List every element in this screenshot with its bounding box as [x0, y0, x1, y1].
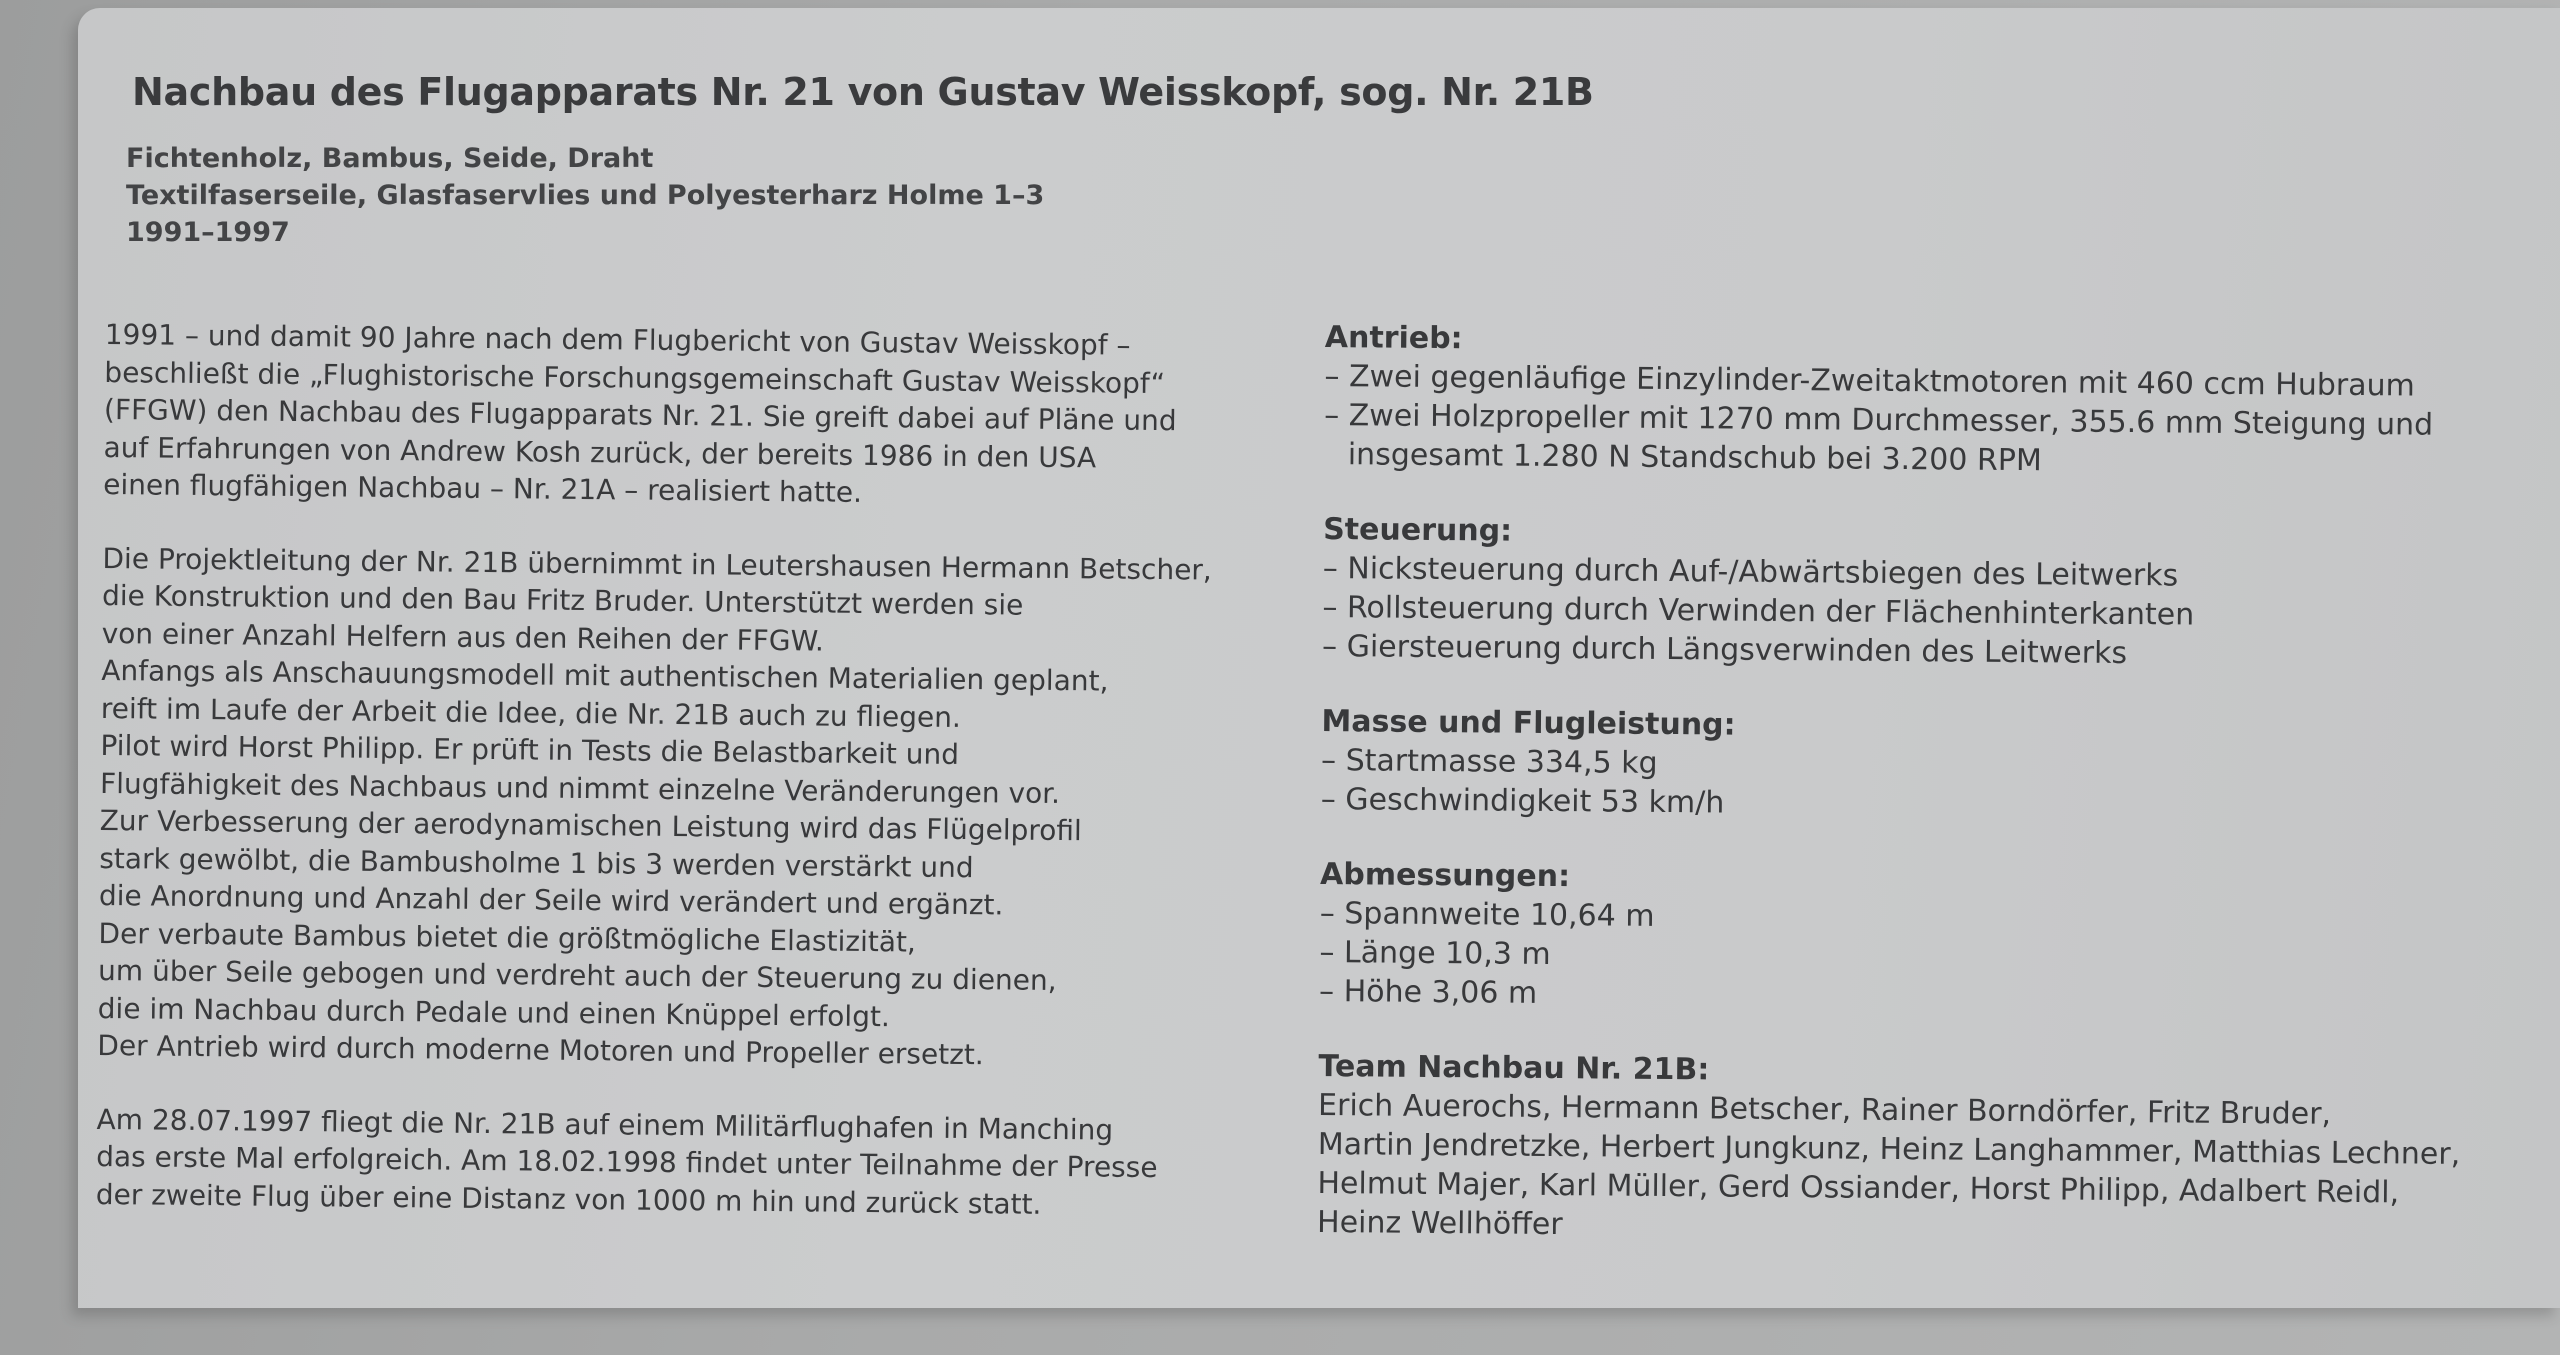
spec-item: – Zwei gegenläufige Einzylinder-Zweitaktmotoren mit 460 ccm Hubraum [1324, 358, 2415, 404]
exhibit-materials [126, 140, 1044, 251]
section-team [1317, 1047, 2461, 1252]
history-paragraph [97, 539, 1212, 1076]
materials-line: Textilfaserseile, Glasfaservlies und Polyesterharz Holme 1–3 [126, 180, 1045, 211]
section-heading: Masse und Flugleistung: [1321, 703, 1736, 743]
text-line: von einer Anzahl Helfern aus den Reihen der FFGW. [101, 616, 825, 658]
text-line: die im Nachbau durch Pedale und einen Knüppel erfolgt. [97, 991, 891, 1033]
team-line: Heinz Wellhöffer [1316, 1204, 1563, 1243]
section-antrieb [1324, 318, 2468, 484]
text-line: die Konstruktion und den Bau Fritz Bruder. Unterstützt werden sie [101, 578, 1024, 622]
spec-item: – Höhe 3,06 m [1318, 973, 1538, 1011]
text-line: Die Projektleitung der Nr. 21B übernimmt in Leutershausen Hermann Betscher, [102, 541, 1212, 587]
team-line: Helmut Majer, Karl Müller, Gerd Ossiander, Horst Philipp, Adalbert Reidl, [1317, 1165, 2400, 1211]
history-text [95, 316, 1214, 1261]
spec-item: – Startmasse 334,5 kg [1320, 742, 1658, 781]
section-heading: Abmessungen: [1319, 856, 1571, 895]
text-line: Zur Verbesserung der aerodynamischen Leistung wird das Flügelprofil [99, 803, 1082, 848]
text-line: das erste Mal erfolgreich. Am 18.02.1998 findet unter Teilnahme der Presse [96, 1139, 1158, 1185]
spec-item: insgesamt 1.280 N Standschub bei 3.200 RPM [1347, 437, 2042, 479]
exhibit-title: Nachbau des Flugapparats Nr. 21 von Gustav Weisskopf, sog. Nr. 21B [132, 70, 1594, 114]
spec-item: – Geschwindigkeit 53 km/h [1320, 781, 1725, 821]
text-line: Flugfähigkeit des Nachbaus und nimmt einzelne Veränderungen vor. [99, 766, 1061, 810]
history-paragraph [103, 316, 1214, 515]
text-line: Pilot wird Horst Philipp. Er prüft in Tests die Belastbarkeit und [100, 728, 960, 771]
text-line: der zweite Flug über eine Distanz von 1000 m hin und zurück statt. [95, 1177, 1042, 1221]
section-steuerung [1322, 510, 2466, 676]
text-line: stark gewölbt, die Bambusholme 1 bis 3 werden verstärkt und [99, 841, 974, 884]
spec-item: – Zwei Holzpropeller mit 1270 mm Durchmesser, 355.6 mm Steigung und [1323, 397, 2434, 443]
text-line: einen flugfähigen Nachbau – Nr. 21A – realisiert hatte. [103, 467, 863, 509]
text-line: (FFGW) den Nachbau des Flugapparats Nr. 21. Sie greift dabei auf Pläne und [103, 392, 1177, 438]
spec-item: – Länge 10,3 m [1319, 934, 1551, 972]
text-line: um über Seile gebogen und verdreht auch der Steuerung zu dienen, [97, 953, 1057, 998]
materials-line: Fichtenholz, Bambus, Seide, Draht [126, 143, 654, 174]
text-line: Am 28.07.1997 fliegt die Nr. 21B auf einem Militärflughafen in Manching [96, 1102, 1114, 1147]
spec-item: – Rollsteuerung durch Verwinden der Flächenhinterkanten [1322, 589, 2195, 633]
team-line: Martin Jendretzke, Herbert Jungkunz, Heinz Langhammer, Matthias Lechner, [1317, 1126, 2461, 1172]
text-line: die Anordnung und Anzahl der Seile wird verändert und ergänzt. [98, 878, 1004, 922]
spec-item: – Giersteuerung durch Längsverwinden des Leitwerks [1321, 628, 2128, 672]
section-abmessungen [1319, 855, 2463, 1021]
history-paragraph [96, 1100, 1207, 1224]
spec-item: – Nicksteuerung durch Auf-/Abwärtsbiegen des Leitwerks [1322, 550, 2179, 594]
section-heading: Antrieb: [1324, 319, 1463, 357]
team-line: Erich Auerochs, Hermann Betscher, Rainer Borndörfer, Fritz Bruder, [1317, 1087, 2332, 1132]
spec-item: – Spannweite 10,64 m [1319, 895, 1655, 934]
section-masse [1321, 702, 2464, 829]
text-line: 1991 – und damit 90 Jahre nach dem Flugbericht von Gustav Weisskopf – [104, 317, 1131, 362]
text-line: Der verbaute Bambus bietet die größtmögliche Elastizität, [98, 916, 917, 959]
text-line: Anfangs als Anschauungsmodell mit authentischen Materialien geplant, [101, 653, 1109, 698]
specifications [1317, 318, 2468, 1288]
text-line: beschließt die „Flughistorische Forschungsgemeinschaft Gustav Weisskopf“ [104, 355, 1166, 400]
text-line: reift im Laufe der Arbeit die Idee, die Nr. 21B auch zu fliegen. [100, 691, 962, 734]
text-line: Der Antrieb wird durch moderne Motoren und Propeller ersetzt. [97, 1028, 984, 1072]
section-heading: Team Nachbau Nr. 21B: [1318, 1048, 1710, 1088]
text-line: auf Erfahrungen von Andrew Kosh zurück, der bereits 1986 in den USA [103, 430, 1097, 474]
section-heading: Steuerung: [1323, 511, 1513, 549]
date-range: 1991–1997 [126, 217, 290, 248]
